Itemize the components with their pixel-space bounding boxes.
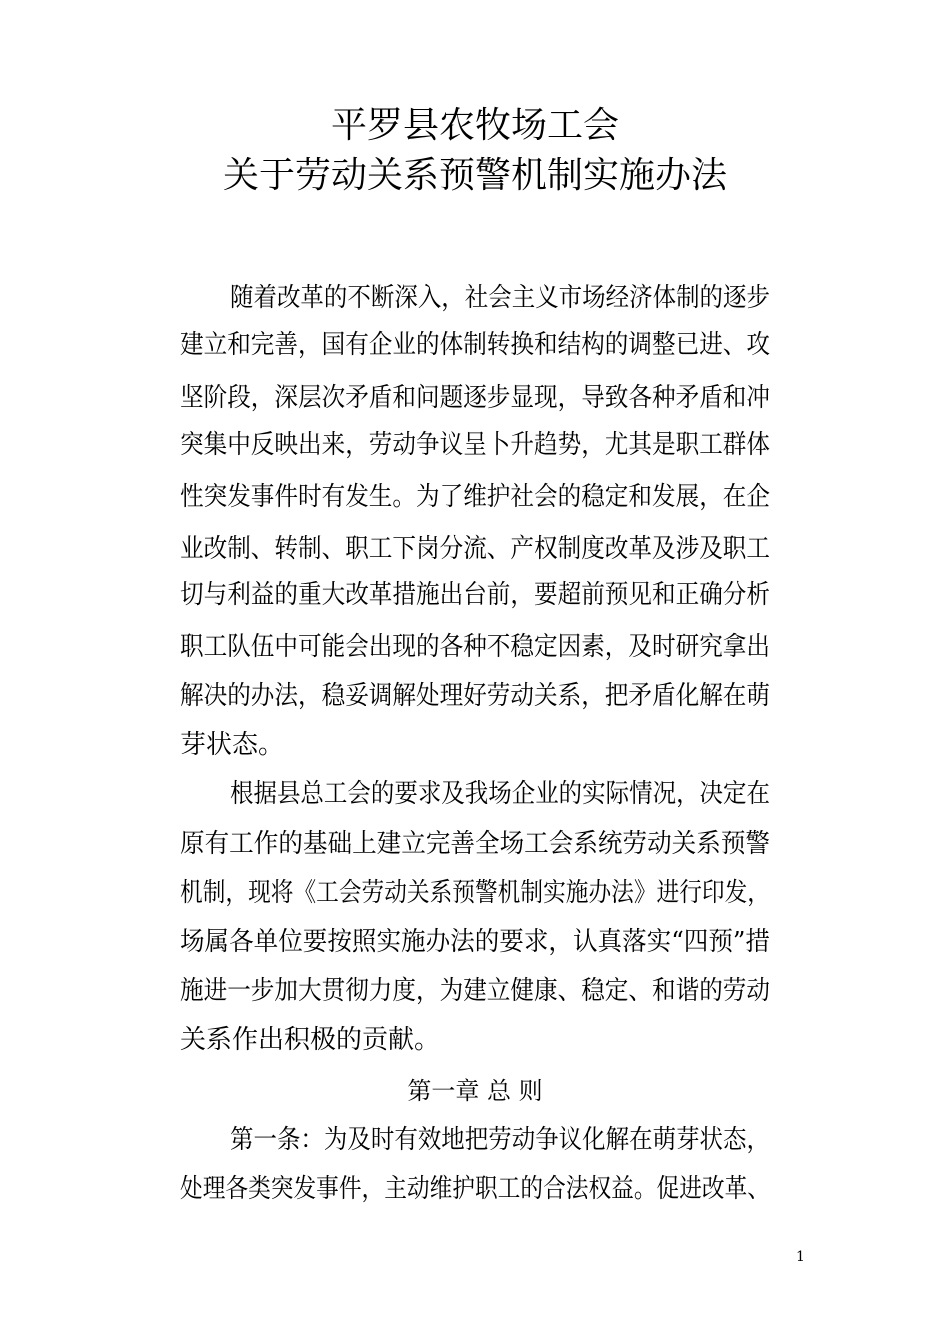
paragraph-2-line: 原有工作的基础上建立完善全场工会系统劳动关系预警 xyxy=(180,829,770,859)
paragraph-2-line: 根据县总工会的要求及我场企业的实际情况，决定在 xyxy=(230,779,770,809)
paragraph-1-line: 职工队伍中可能会出现的各种不稳定因素，及时研究拿出 xyxy=(180,632,770,662)
paragraph-2-line: 关系作出积极的贡献。 xyxy=(180,1025,441,1055)
paragraph-2-line: 机制，现将《工会劳动关系预警机制实施办法》进行印发， xyxy=(180,878,770,908)
paragraph-1-line: 业改制、转制、职工下岗分流、产权制度改革及涉及职工 xyxy=(180,534,770,564)
paragraph-3-line: 第一条：为及时有效地把劳动争议化解在萌芽状态， xyxy=(230,1125,770,1155)
paragraph-3-line: 处理各类突发事件，主动维护职工的合法权益。促进改革、 xyxy=(180,1174,770,1204)
title-line-1: 平罗县农牧场工会 xyxy=(330,105,619,146)
paragraph-1-line: 切与利益的重大改革措施出台前，要超前预见和正确分析 xyxy=(180,580,770,610)
page-number: 1 xyxy=(796,1249,805,1265)
paragraph-1-line: 芽状态。 xyxy=(180,730,285,760)
title-line-2: 关于劳动关系预警机制实施办法 xyxy=(222,155,727,196)
paragraph-2-line: 场属各单位要按照实施办法的要求，认真落实“四预”措 xyxy=(180,927,770,957)
paragraph-1-line: 突集中反映出来，劳动争议呈卜升趋势，尤其是职工群体 xyxy=(180,430,770,460)
paragraph-1-line: 建立和完善，国有企业的体制转换和结构的调整已进、攻 xyxy=(180,330,770,360)
paragraph-1-line: 性突发事件时有发生。为了维护社会的稳定和发展，在企 xyxy=(180,482,770,512)
paragraph-2-line: 施进一步加大贯彻力度，为建立健康、稳定、和谐的劳动 xyxy=(180,976,770,1006)
paragraph-1-line: 解决的办法，稳妥调解处理好劳动关系，把矛盾化解在萌 xyxy=(180,681,770,711)
paragraph-1-line: 随着改革的不断深入，社会主义市场经济体制的逐步 xyxy=(230,283,770,313)
paragraph-1-line: 坚阶段，深层次矛盾和问题逐步显现，导致各种矛盾和冲 xyxy=(180,383,770,413)
chapter-heading: 第一章 总 则 xyxy=(407,1077,543,1105)
